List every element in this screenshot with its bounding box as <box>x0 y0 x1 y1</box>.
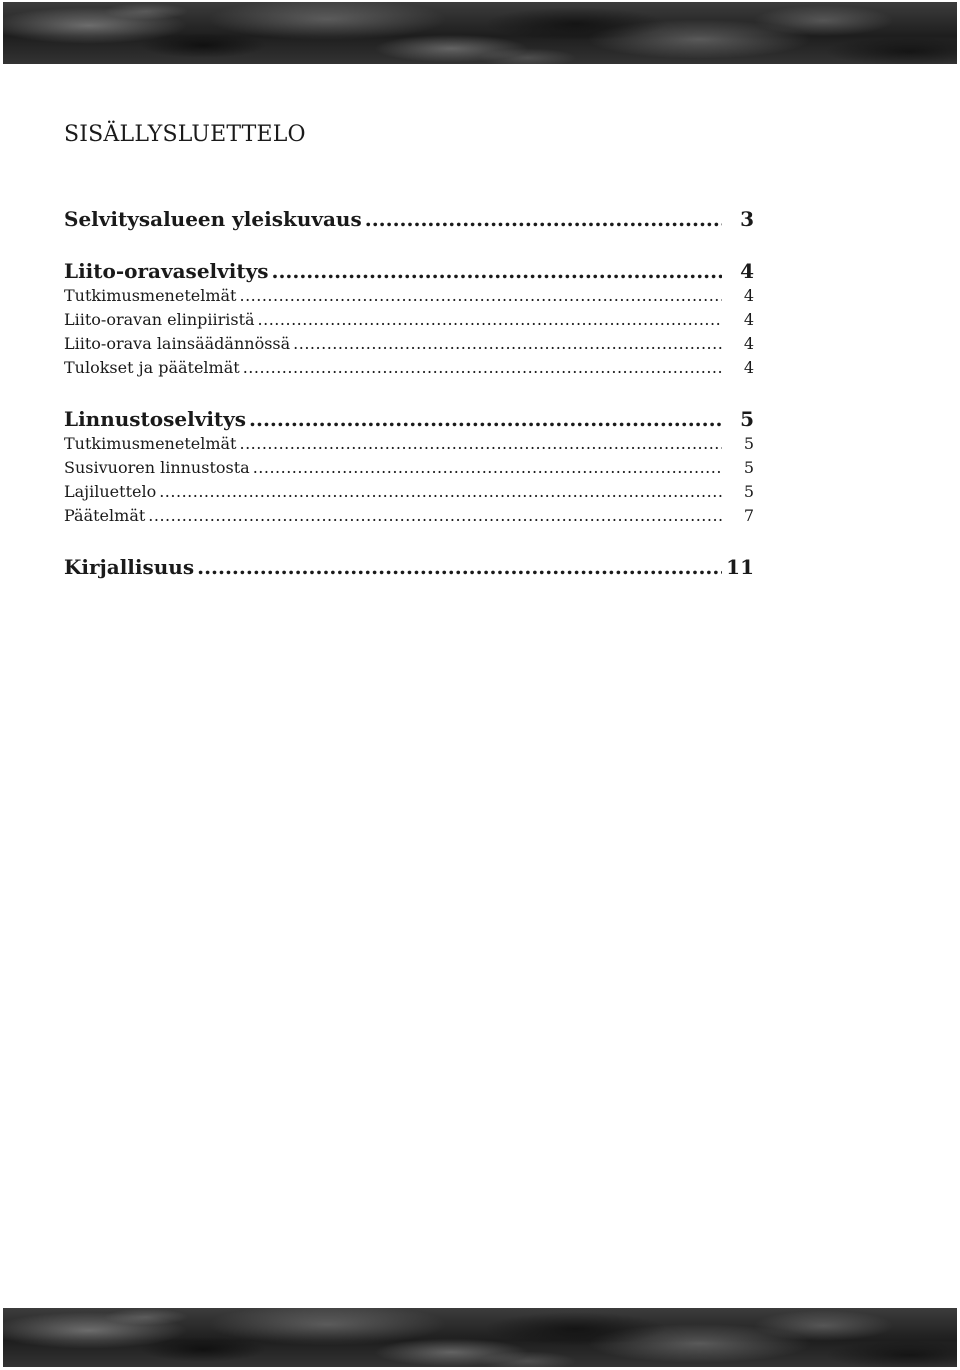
toc-entry-title: Päätelmät <box>64 506 146 525</box>
toc-entry-title: Tulokset ja päätelmät <box>64 358 240 377</box>
toc-entry-main[interactable] <box>64 406 754 432</box>
toc-entry-page: 5 <box>743 434 754 453</box>
toc-entry-title: Tutkimusmenetelmät <box>64 434 237 453</box>
toc-entry-page: 5 <box>740 407 754 431</box>
toc-entry-page: 4 <box>743 310 754 329</box>
toc-entry-title: Linnustoselvitys <box>64 407 247 431</box>
decorative-stone-footer-band <box>3 1308 957 1367</box>
toc-entry-page: 11 <box>726 555 754 579</box>
toc-entry-title: Liito-orava lainsäädännössä <box>64 334 291 353</box>
toc-entry-page: 4 <box>743 286 754 305</box>
toc-section <box>64 406 754 528</box>
dot-leader <box>258 308 722 332</box>
toc-entry-sub[interactable] <box>64 456 754 480</box>
dot-leader <box>243 356 722 380</box>
toc-entry-page: 4 <box>743 358 754 377</box>
toc-entry-page: 5 <box>743 458 754 477</box>
toc-entry-main[interactable] <box>64 206 754 232</box>
dot-leader <box>197 554 722 580</box>
toc-entry-sub[interactable] <box>64 504 754 528</box>
toc-entry-title: Liito-oravaselvitys <box>64 259 269 283</box>
dot-leader <box>271 258 722 284</box>
toc-entry-page: 7 <box>743 506 754 525</box>
toc-entry-sub[interactable] <box>64 284 754 308</box>
dot-leader <box>293 332 722 356</box>
dot-leader <box>159 480 722 504</box>
dot-leader <box>148 504 722 528</box>
toc-entry-main[interactable] <box>64 258 754 284</box>
dot-leader <box>249 406 722 432</box>
toc-entry-sub[interactable] <box>64 480 754 504</box>
toc-section <box>64 554 754 580</box>
decorative-stone-header-band <box>3 2 957 64</box>
dot-leader <box>365 206 722 232</box>
toc-entry-page: 4 <box>740 259 754 283</box>
toc-entry-sub[interactable] <box>64 356 754 380</box>
toc-entry-title: Kirjallisuus <box>64 555 195 579</box>
toc-entry-title: Lajiluettelo <box>64 482 157 501</box>
dot-leader <box>253 456 722 480</box>
toc-entry-page: 5 <box>743 482 754 501</box>
toc-section <box>64 206 754 232</box>
dot-leader <box>239 432 722 456</box>
toc-entry-page: 3 <box>740 207 754 231</box>
toc-section <box>64 258 754 380</box>
toc-entry-sub[interactable] <box>64 332 754 356</box>
toc-entry-title: Tutkimusmenetelmät <box>64 286 237 305</box>
dot-leader <box>239 284 722 308</box>
toc-entry-sub[interactable] <box>64 308 754 332</box>
toc-entry-main[interactable] <box>64 554 754 580</box>
page-title: SISÄLLYSLUETTELO <box>64 122 306 147</box>
toc-entry-title: Liito-oravan elinpiiristä <box>64 310 255 329</box>
toc-entry-title: Selvitysalueen yleiskuvaus <box>64 207 362 231</box>
toc-entry-title: Susivuoren linnustosta <box>64 458 250 477</box>
toc-entry-page: 4 <box>743 334 754 353</box>
toc-entry-sub[interactable] <box>64 432 754 456</box>
